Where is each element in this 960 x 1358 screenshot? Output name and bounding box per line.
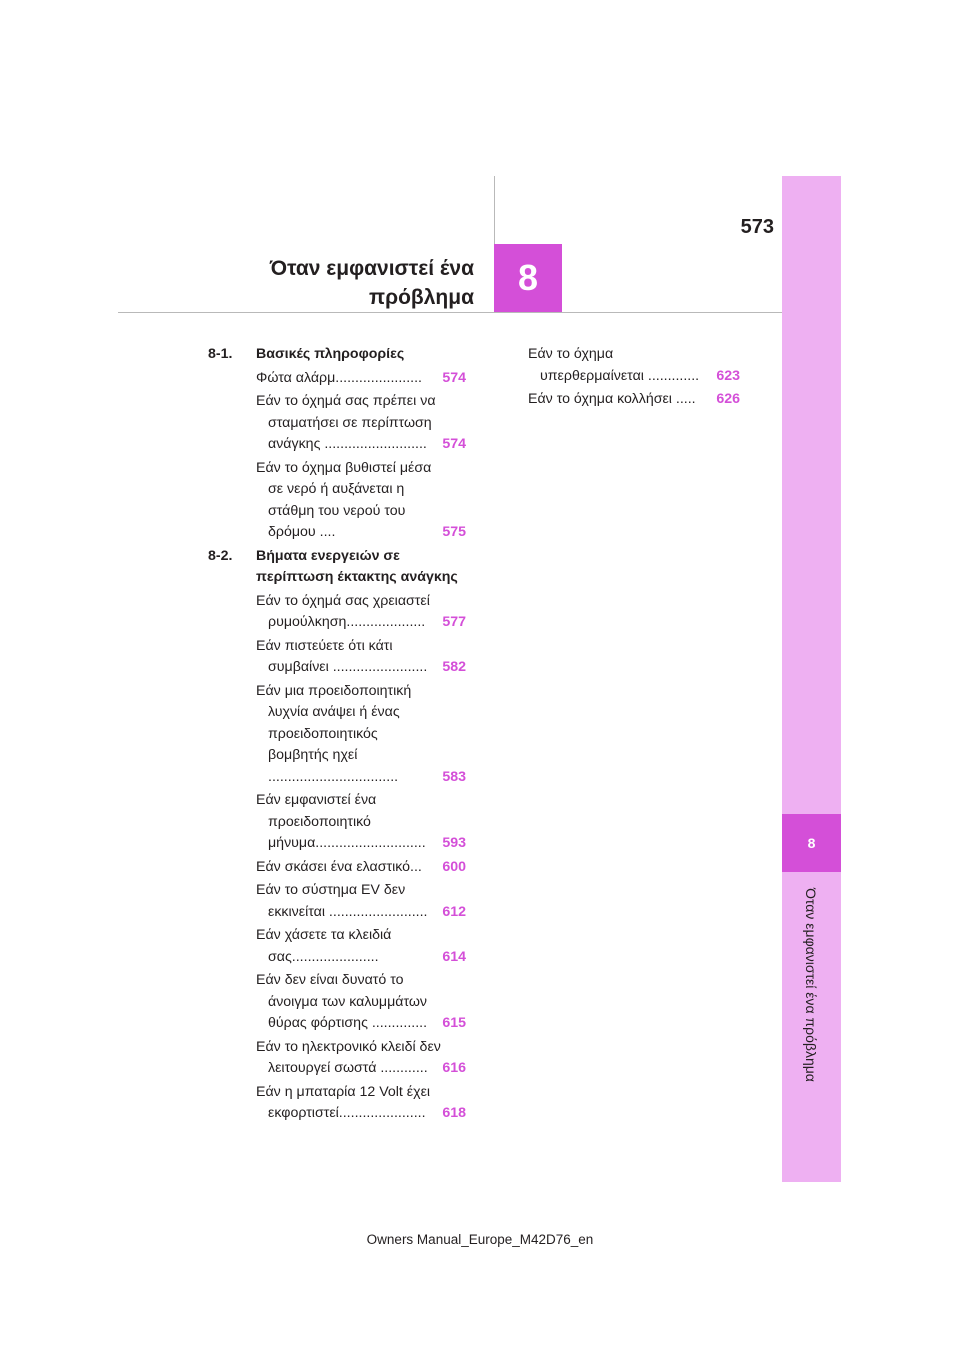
toc-entry[interactable] (256, 970, 466, 1035)
entry-text: Εάν το όχημά σας πρέπει να σταματήσει σε περίπτωση ανάγκης .......................... (256, 393, 436, 452)
entry-page-link[interactable]: 616 (442, 1060, 466, 1076)
header-horizontal-rule (118, 312, 782, 313)
toc-entry[interactable] (528, 389, 740, 411)
toc-section (208, 344, 466, 366)
chapter-title-line1: Όταν εμφανιστεί ένα (269, 257, 474, 280)
toc-entry[interactable] (256, 1037, 466, 1080)
entry-page-link[interactable]: 575 (442, 524, 466, 540)
toc-entry[interactable] (256, 681, 466, 789)
entry-text: Εάν σκάσει ένα ελαστικό... (256, 858, 422, 875)
entry-page-link[interactable]: 593 (442, 835, 466, 851)
toc-entry[interactable] (256, 790, 466, 855)
toc-entry[interactable] (256, 925, 466, 968)
entry-page-link[interactable]: 600 (442, 858, 466, 875)
toc-entry[interactable] (256, 636, 466, 679)
entry-text: Εάν μια προειδοποιητική λυχνία ανάψει ή ένας προειδοποιητικός βομβητής ηχεί ................................. (256, 682, 412, 785)
toc-column-1 (208, 344, 466, 1127)
side-tab-number: 8 (782, 814, 841, 872)
footer-manual-id: Owners Manual_Europe_M42D76_en (366, 1232, 594, 1247)
toc-section (208, 546, 466, 589)
entry-text: Εάν το όχημά σας χρειαστεί ρυμούλκηση.................... (256, 592, 430, 630)
toc-entry[interactable] (256, 591, 466, 634)
entry-page-link[interactable]: 626 (716, 391, 740, 407)
header-vertical-rule (494, 176, 495, 244)
toc-entry[interactable] (256, 857, 466, 879)
entry-text: Εάν εμφανιστεί ένα προειδοποιητικό μήνυμα............................ (256, 792, 426, 851)
section-number: 8-2. (208, 547, 233, 564)
entry-page-link[interactable]: 583 (442, 768, 466, 785)
toc-entry[interactable] (256, 880, 466, 923)
entry-page-link[interactable]: 614 (442, 948, 466, 965)
entry-text: Εάν το σύστημα EV δεν εκκινείται ......................... (256, 882, 428, 920)
toc-entry[interactable] (256, 458, 466, 544)
section-title: Βασικές πληροφορίες (256, 346, 405, 362)
entry-page-link[interactable]: 582 (442, 659, 466, 675)
entry-text: Εάν το όχημα βυθιστεί μέσα σε νερό ή αυξάνεται η στάθμη του νερού του δρόμου .... (256, 459, 432, 540)
entry-page-link[interactable]: 574 (442, 436, 466, 452)
toc-entry[interactable] (256, 368, 466, 390)
section-title: Βήματα ενεργειών σε περίπτωση έκτακτης ανάγκης (256, 547, 458, 585)
entry-page-link[interactable]: 623 (716, 367, 740, 384)
chapter-title (160, 254, 474, 312)
entry-page-link[interactable]: 612 (442, 903, 466, 920)
chapter-title-line2: πρόβλημα (369, 286, 474, 309)
entry-text: Εάν το όχημα υπερθερμαίνεται ............. (528, 346, 700, 384)
entry-text: Εάν χάσετε τα κλειδιά σας...................... (256, 927, 392, 965)
entry-text: Εάν η μπαταρία 12 Volt έχει εκφορτιστεί...................... (256, 1083, 431, 1121)
entry-page-link[interactable]: 615 (442, 1015, 466, 1031)
entry-page-link[interactable]: 574 (442, 369, 466, 386)
section-number: 8-1. (208, 346, 233, 362)
entry-text: Εάν δεν είναι δυνατό το άνοιγμα των καλυμμάτων θύρας φόρτισης .............. (256, 972, 428, 1031)
toc-entry[interactable] (528, 344, 740, 387)
toc-entry[interactable] (256, 1082, 466, 1125)
entry-text: Εάν το ηλεκτρονικό κλειδί δεν λειτουργεί σωστά ............ (256, 1038, 441, 1076)
toc-entry[interactable] (256, 391, 466, 456)
chapter-number-box: 8 (494, 244, 562, 312)
entry-page-link[interactable]: 577 (442, 614, 466, 630)
entry-text: Εάν το όχημα κολλήσει ..... (528, 391, 696, 407)
entry-text: Εάν πιστεύετε ότι κάτι συμβαίνει ........................ (256, 637, 428, 675)
toc-column-2 (528, 344, 740, 413)
side-tab-text: Όταν εμφανιστεί ένα πρόβλημα (803, 888, 819, 1082)
entry-text: Φώτα αλάρμ...................... (256, 369, 422, 386)
entry-page-link[interactable]: 618 (442, 1105, 466, 1121)
page-number: 573 (740, 216, 774, 238)
